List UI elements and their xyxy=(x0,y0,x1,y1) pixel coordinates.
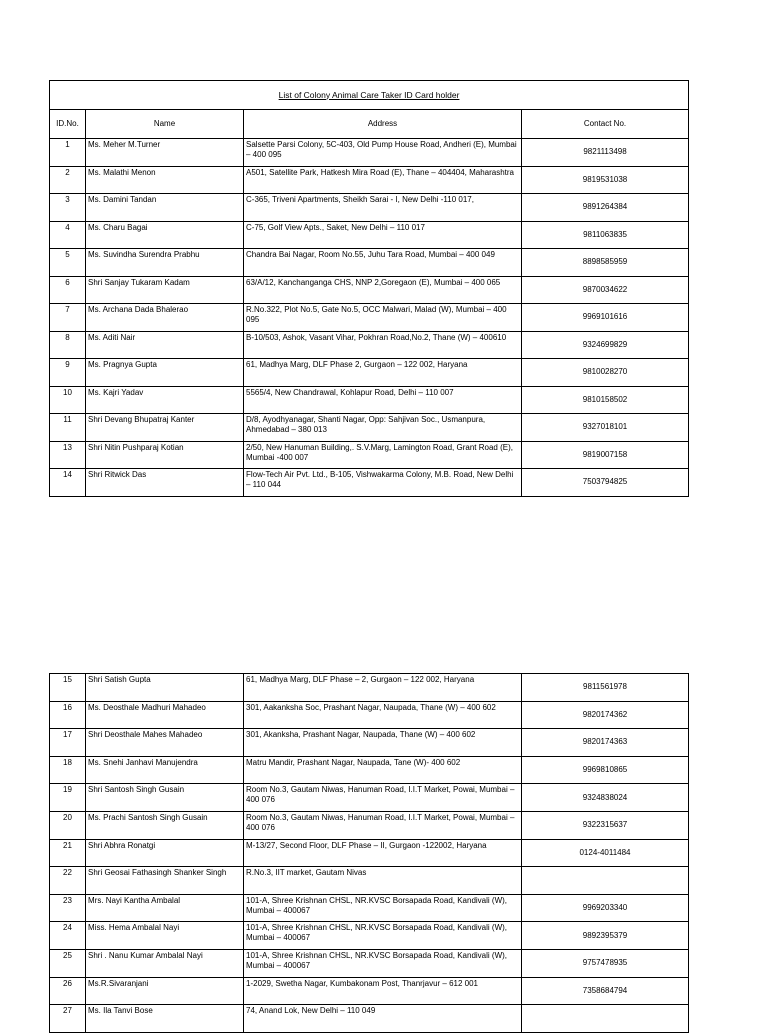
cell-contact: 9811561978 xyxy=(522,674,689,702)
cell-contact: 9969101616 xyxy=(522,304,689,332)
cell-contact: 9810028270 xyxy=(522,359,689,387)
cell-name: Shri Satish Gupta xyxy=(86,674,244,702)
header-contact: Contact No. xyxy=(522,110,689,139)
cell-id: 20 xyxy=(50,811,86,839)
cell-name: Shri Deosthale Mahes Mahadeo xyxy=(86,729,244,757)
cell-name: Ms. Meher M.Turner xyxy=(86,139,244,167)
header-name: Name xyxy=(86,110,244,139)
cell-name: Shri Nitin Pushparaj Kotian xyxy=(86,441,244,469)
cell-contact: 9811063835 xyxy=(522,221,689,249)
cell-address: Room No.3, Gautam Niwas, Hanuman Road, I.I.T Market, Powai, Mumbai – 400 076 xyxy=(244,784,522,812)
cell-address: 74, Anand Lok, New Delhi – 110 049 xyxy=(244,1005,522,1033)
cell-name: Ms. Snehi Janhavi Manujendra xyxy=(86,756,244,784)
cell-name: Ms. Malathi Menon xyxy=(86,166,244,194)
cell-contact: 9819007158 xyxy=(522,441,689,469)
cell-id: 22 xyxy=(50,867,86,895)
cell-address: R.No.3, IIT market, Gautam Nivas xyxy=(244,867,522,895)
cell-name: Ms. Charu Bagai xyxy=(86,221,244,249)
cell-name: Shri Geosai Fathasingh Shanker Singh xyxy=(86,867,244,895)
table-row xyxy=(50,359,689,387)
cell-name: Shri Sanjay Tukaram Kadam xyxy=(86,276,244,304)
cell-contact: 8898585959 xyxy=(522,249,689,277)
cell-name: Ms. Suvindha Surendra Prabhu xyxy=(86,249,244,277)
cell-id: 21 xyxy=(50,839,86,867)
cell-name: Ms. Pragnya Gupta xyxy=(86,359,244,387)
table-row xyxy=(50,249,689,277)
cell-contact: 9820174363 xyxy=(522,729,689,757)
cell-id: 27 xyxy=(50,1005,86,1033)
table-row xyxy=(50,441,689,469)
cell-contact: 9757478935 xyxy=(522,949,689,977)
cell-address: D/8, Ayodhyanagar, Shanti Nagar, Opp: Sahjivan Soc., Usmanpura, Ahmedabad – 380 013 xyxy=(244,414,522,442)
document-title: List of Colony Animal Care Taker ID Card holder xyxy=(278,89,460,100)
cell-address: C-365, Triveni Apartments, Sheikh Sarai - I, New Delhi -110 017, xyxy=(244,194,522,222)
cell-address: 301, Aakanksha Soc, Prashant Nagar, Naupada, Thane (W) – 400 602 xyxy=(244,701,522,729)
cell-address: Chandra Bai Nagar, Room No.55, Juhu Tara Road, Mumbai – 400 049 xyxy=(244,249,522,277)
cell-contact: 9891264384 xyxy=(522,194,689,222)
cell-address: 101-A, Shree Krishnan CHSL, NR.KVSC Borsapada Road, Kandivali (W), Mumbai – 400067 xyxy=(244,949,522,977)
document-title-cell xyxy=(50,81,689,110)
table-row xyxy=(50,867,689,895)
cell-id: 9 xyxy=(50,359,86,387)
cell-id: 23 xyxy=(50,894,86,922)
cell-id: 25 xyxy=(50,949,86,977)
cell-address: 2/50, New Hanuman Building,. S.V.Marg, Lamington Road, Grant Road (E), Mumbai -400 007 xyxy=(244,441,522,469)
cell-contact: 7358684794 xyxy=(522,977,689,1005)
cell-name: Mrs. Nayi Kantha Ambalal xyxy=(86,894,244,922)
table-row xyxy=(50,977,689,1005)
cell-id: 2 xyxy=(50,166,86,194)
cell-address: 1-2029, Swetha Nagar, Kumbakonam Post, Thanrjavur – 612 001 xyxy=(244,977,522,1005)
cell-id: 18 xyxy=(50,756,86,784)
cell-id: 24 xyxy=(50,922,86,950)
cell-id: 4 xyxy=(50,221,86,249)
table-row xyxy=(50,839,689,867)
table-2-body xyxy=(50,674,689,1033)
cell-name: Miss. Hema Ambalal Nayi xyxy=(86,922,244,950)
cell-contact: 9819531038 xyxy=(522,166,689,194)
cell-name: Ms.R.Sivaranjani xyxy=(86,977,244,1005)
cell-name: Ms. Kajri Yadav xyxy=(86,386,244,414)
cell-id: 5 xyxy=(50,249,86,277)
table-row xyxy=(50,922,689,950)
cell-contact xyxy=(522,867,689,895)
cell-id: 1 xyxy=(50,139,86,167)
title-row xyxy=(50,81,689,110)
table-row xyxy=(50,756,689,784)
cell-contact: 7503794825 xyxy=(522,469,689,497)
cell-id: 15 xyxy=(50,674,86,702)
cell-address: M-13/27, Second Floor, DLF Phase – II, Gurgaon -122002, Haryana xyxy=(244,839,522,867)
table-row xyxy=(50,166,689,194)
cell-address: C-75, Golf View Apts., Saket, New Delhi – 110 017 xyxy=(244,221,522,249)
cell-contact: 9892395379 xyxy=(522,922,689,950)
cell-name: Ms. Aditi Nair xyxy=(86,331,244,359)
cell-address: B-10/503, Ashok, Vasant Vihar, Pokhran Road,No.2, Thane (W) – 400610 xyxy=(244,331,522,359)
cell-address: R.No.322, Plot No.5, Gate No.5, OCC Malwari, Malad (W), Mumbai – 400 095 xyxy=(244,304,522,332)
table-row xyxy=(50,304,689,332)
cell-address: Flow-Tech Air Pvt. Ltd., B-105, Vishwakarma Colony, M.B. Road, New Delhi – 110 044 xyxy=(244,469,522,497)
cell-address: Room No.3, Gautam Niwas, Hanuman Road, I.I.T Market, Powai, Mumbai – 400 076 xyxy=(244,811,522,839)
table-row xyxy=(50,331,689,359)
cell-name: Ms. Ila Tanvi Bose xyxy=(86,1005,244,1033)
cell-contact: 9324838024 xyxy=(522,784,689,812)
table-row xyxy=(50,811,689,839)
table-row xyxy=(50,414,689,442)
cell-contact: 9810158502 xyxy=(522,386,689,414)
cell-address: 61, Madhya Marg, DLF Phase – 2, Gurgaon – 122 002, Haryana xyxy=(244,674,522,702)
cell-id: 16 xyxy=(50,701,86,729)
cell-name: Shri Abhra Ronatgi xyxy=(86,839,244,867)
cell-name: Shri Santosh Singh Gusain xyxy=(86,784,244,812)
cell-name: Ms. Archana Dada Bhalerao xyxy=(86,304,244,332)
table-row xyxy=(50,729,689,757)
cell-id: 8 xyxy=(50,331,86,359)
table-row xyxy=(50,701,689,729)
table-row xyxy=(50,949,689,977)
cell-name: Shri . Nanu Kumar Ambalal Nayi xyxy=(86,949,244,977)
cell-name: Shri Devang Bhupatraj Kanter xyxy=(86,414,244,442)
cell-id: 14 xyxy=(50,469,86,497)
cell-contact: 9322315637 xyxy=(522,811,689,839)
cell-address: 5565/4, New Chandrawal, Kohlapur Road, Delhi – 110 007 xyxy=(244,386,522,414)
header-id: ID.No. xyxy=(50,110,86,139)
cell-id: 26 xyxy=(50,977,86,1005)
cell-address: Matru Mandir, Prashant Nagar, Naupada, Tane (W)- 400 602 xyxy=(244,756,522,784)
table-row xyxy=(50,139,689,167)
card-holder-table-1 xyxy=(49,80,689,497)
cell-id: 17 xyxy=(50,729,86,757)
table-row xyxy=(50,784,689,812)
cell-address: A501, Satellite Park, Hatkesh Mira Road (E), Thane – 404404, Maharashtra xyxy=(244,166,522,194)
cell-id: 6 xyxy=(50,276,86,304)
cell-address: 101-A, Shree Krishnan CHSL, NR.KVSC Borsapada Road, Kandivali (W), Mumbai – 400067 xyxy=(244,922,522,950)
cell-contact: 9870034622 xyxy=(522,276,689,304)
table-1-body xyxy=(50,81,689,497)
table-row xyxy=(50,221,689,249)
cell-address: 61, Madhya Marg, DLF Phase 2, Gurgaon – 122 002, Haryana xyxy=(244,359,522,387)
cell-contact: 9821113498 xyxy=(522,139,689,167)
table-row xyxy=(50,386,689,414)
cell-contact: 9324699829 xyxy=(522,331,689,359)
cell-id: 10 xyxy=(50,386,86,414)
table-row xyxy=(50,1005,689,1033)
cell-address: 301, Akanksha, Prashant Nagar, Naupada, Thane (W) – 400 602 xyxy=(244,729,522,757)
table-row xyxy=(50,674,689,702)
cell-contact: 9327018101 xyxy=(522,414,689,442)
cell-contact: 9969203340 xyxy=(522,894,689,922)
cell-address: 63/A/12, Kanchanganga CHS, NNP 2,Goregaon (E), Mumbai – 400 065 xyxy=(244,276,522,304)
header-address: Address xyxy=(244,110,522,139)
cell-id: 3 xyxy=(50,194,86,222)
cell-name: Shri Ritwick Das xyxy=(86,469,244,497)
cell-contact: 9820174362 xyxy=(522,701,689,729)
table-row xyxy=(50,276,689,304)
cell-id: 13 xyxy=(50,441,86,469)
cell-contact: 9969810865 xyxy=(522,756,689,784)
table-row xyxy=(50,469,689,497)
card-holder-table-2 xyxy=(49,673,689,1033)
table-row xyxy=(50,894,689,922)
header-row xyxy=(50,110,689,139)
cell-id: 7 xyxy=(50,304,86,332)
cell-contact: 0124-4011484 xyxy=(522,839,689,867)
cell-name: Ms. Prachi Santosh Singh Gusain xyxy=(86,811,244,839)
cell-address: 101-A, Shree Krishnan CHSL, NR.KVSC Borsapada Road, Kandivali (W), Mumbai – 400067 xyxy=(244,894,522,922)
cell-address: Salsette Parsi Colony, 5C-403, Old Pump House Road, Andheri (E), Mumbai – 400 095 xyxy=(244,139,522,167)
cell-id: 19 xyxy=(50,784,86,812)
cell-name: Ms. Damini Tandan xyxy=(86,194,244,222)
table-row xyxy=(50,194,689,222)
cell-contact xyxy=(522,1005,689,1033)
cell-name: Ms. Deosthale Madhuri Mahadeo xyxy=(86,701,244,729)
cell-id: 11 xyxy=(50,414,86,442)
